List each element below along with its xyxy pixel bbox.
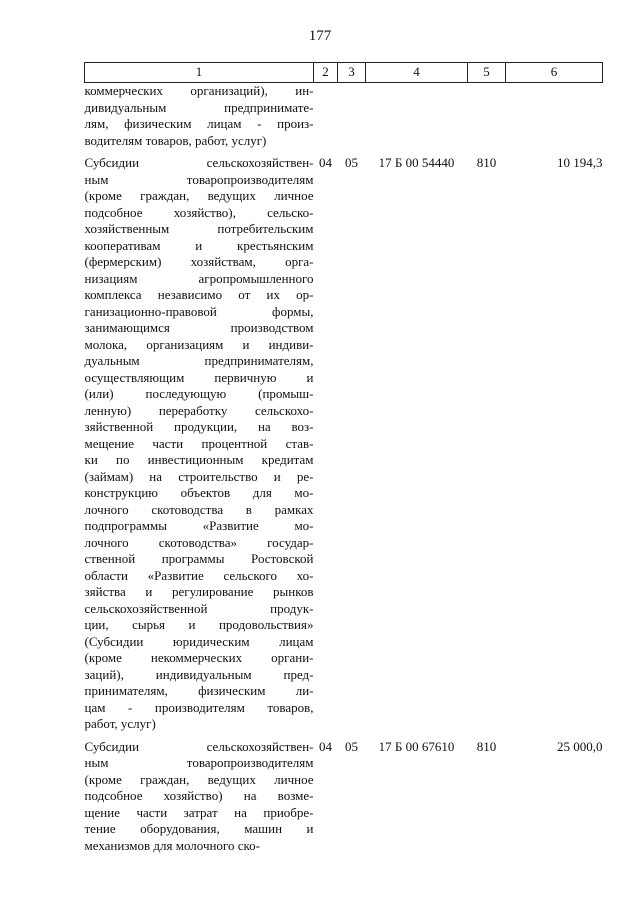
- description-line: сельскохозяйственной продук-: [84, 600, 314, 616]
- description-line: механизмов для молочного ско-: [84, 837, 260, 853]
- description-line: (займам) на строительство и ре-: [84, 468, 314, 484]
- expense-type-code: [468, 83, 506, 150]
- section-code: 04: [319, 738, 332, 754]
- row-description: [85, 83, 314, 150]
- description-line: лям, физическим лицам - произ-: [84, 116, 314, 131]
- amount-value: 10 194,3: [557, 155, 603, 170]
- description-line: ганизационно-правовой формы,: [84, 303, 314, 319]
- description-line: (фермерским) хозяйствам, орга-: [84, 254, 314, 269]
- description-line: дуальным предпринимателям,: [84, 353, 314, 368]
- description-line: хозяйственным потребительским: [84, 221, 314, 236]
- description-line: мещение части процентной став-: [84, 435, 314, 451]
- table-body: [85, 83, 603, 855]
- description-line: ным товаропроизводителям: [84, 171, 314, 187]
- description-line: осуществляющим первичную и: [84, 369, 314, 385]
- section-code: [314, 83, 338, 150]
- description-line: занимающимся производством: [84, 320, 314, 335]
- amount-value: [506, 83, 603, 150]
- target-article-code: 17 Б 00 54440: [378, 155, 455, 170]
- subsection-code: 05: [345, 738, 358, 754]
- description-line: Субсидии сельскохозяйствен-: [84, 738, 314, 754]
- description-line: (или) последующую (промыш-: [84, 386, 314, 401]
- description-line: ки по инвестиционным кредитам: [84, 452, 314, 467]
- description-line: подсобное хозяйство), сельско-: [84, 204, 314, 220]
- description-line: коммерческих организаций), ин-: [84, 83, 314, 98]
- column-header: 3: [338, 63, 366, 83]
- description-line: подпрограммы «Развитие мо-: [84, 518, 314, 533]
- description-line: ции, сырья и продовольствия»: [84, 617, 314, 632]
- description-line: заций), индивидуальным пред-: [84, 666, 314, 682]
- row-description: [85, 155, 314, 733]
- description-line: (кроме граждан, ведущих личное: [84, 771, 314, 787]
- subsection-code: 05: [345, 155, 358, 170]
- section-code: 04: [319, 155, 332, 170]
- budget-table: [84, 62, 603, 854]
- description-line: водителям товаров, работ, услуг): [84, 132, 267, 148]
- description-line: щение части затрат на приобре-: [84, 804, 314, 820]
- column-header: 2: [314, 63, 338, 83]
- description-line: области «Развитие сельского хо-: [84, 567, 314, 583]
- column-header: 4: [366, 63, 468, 83]
- description-line: дивидуальным предпринимате-: [84, 99, 314, 115]
- column-header: 6: [506, 63, 603, 83]
- description-line: (кроме некоммерческих органи-: [84, 650, 314, 665]
- description-line: подсобное хозяйство) на возме-: [84, 788, 314, 803]
- expense-type-code: 810: [476, 738, 497, 754]
- page-number: 177: [308, 28, 332, 44]
- table-row: [85, 739, 603, 855]
- description-line: кооперативам и крестьянским: [84, 237, 314, 253]
- subsection-code: [338, 83, 366, 150]
- description-line: низациям агропромышленного: [84, 270, 314, 286]
- description-line: работ, услуг): [84, 716, 156, 731]
- description-line: конструкцию объектов для мо-: [84, 485, 314, 500]
- description-line: цам - производителям товаров,: [84, 699, 314, 715]
- description-line: (кроме граждан, ведущих личное: [84, 188, 314, 203]
- description-line: зяйства и регулирование рынков: [84, 584, 314, 599]
- expense-type-code: 810: [476, 155, 497, 170]
- target-article-code: [366, 83, 468, 150]
- description-line: зяйственной продукции, на воз-: [84, 419, 314, 434]
- table-row: [85, 155, 603, 733]
- description-line: Субсидии сельскохозяйствен-: [84, 155, 314, 170]
- description-line: лочного скотоводства в рамках: [84, 501, 314, 517]
- column-header: 5: [468, 63, 506, 83]
- description-line: ственной программы Ростовской: [84, 551, 314, 566]
- table-header-row: [85, 63, 603, 83]
- target-article-code: 17 Б 00 67610: [378, 738, 455, 754]
- description-line: комплекса независимо от их ор-: [84, 287, 314, 302]
- description-line: тение оборудования, машин и: [84, 821, 314, 836]
- description-line: (Субсидии юридическим лицам: [84, 633, 314, 649]
- description-line: молока, организациям и индиви-: [84, 336, 314, 352]
- description-line: лочного скотоводства» государ-: [84, 534, 314, 550]
- description-line: принимателям, физическим ли-: [84, 683, 314, 698]
- amount-value: 25 000,0: [557, 738, 603, 754]
- description-line: ленную) переработку сельскохо-: [84, 402, 314, 418]
- description-line: ным товаропроизводителям: [84, 755, 314, 770]
- table-row: [85, 83, 603, 150]
- row-description: [85, 739, 314, 855]
- column-header: 1: [85, 63, 314, 83]
